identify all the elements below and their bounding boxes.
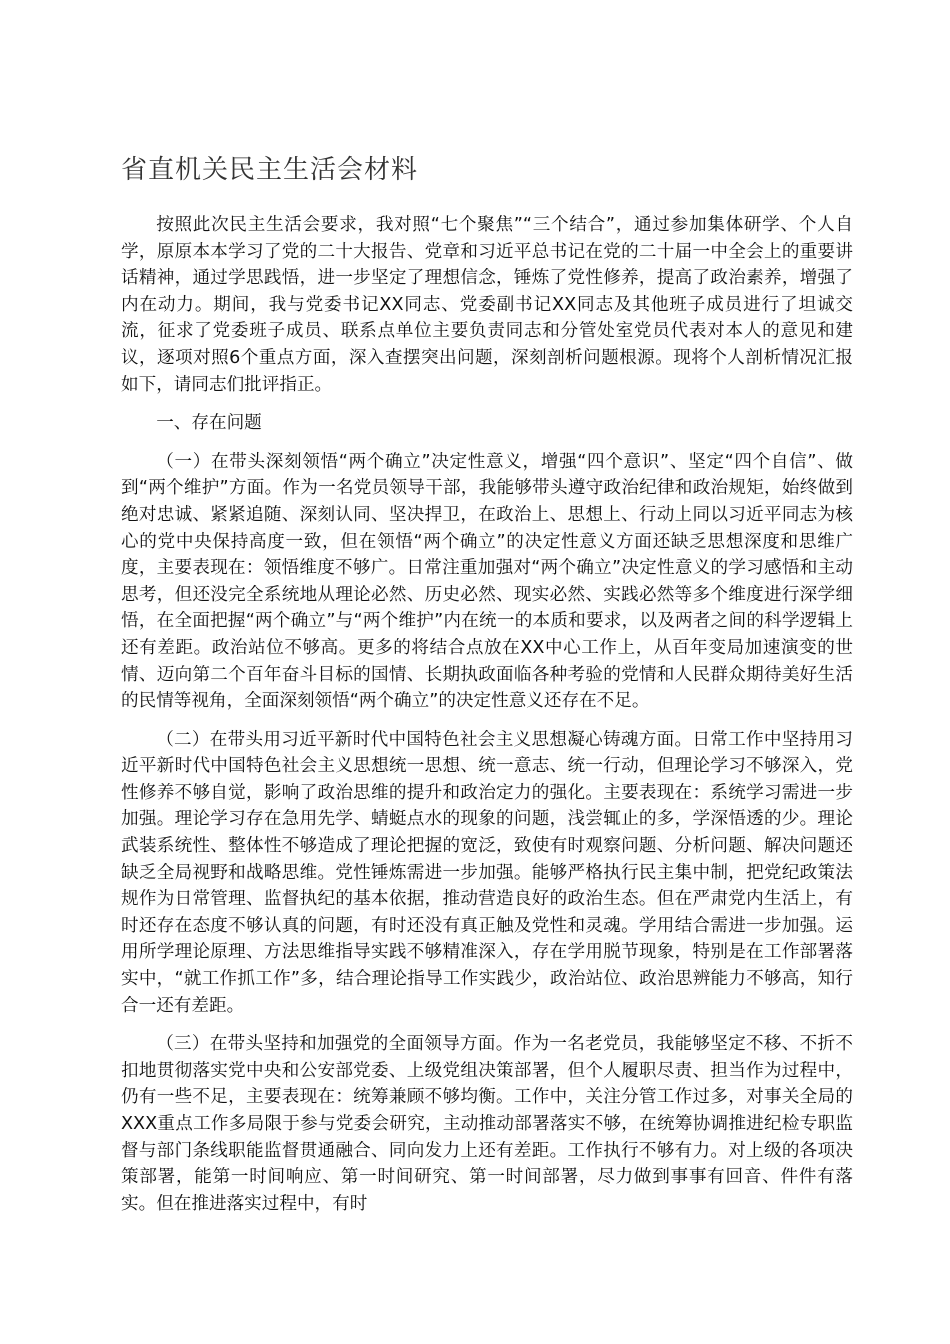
problem-paragraph-3: （三）在带头坚持和加强党的全面领导方面。作为一名老党员，我能够坚定不移、不折不扣地贯彻落实党中央和公安部党委、上级党组决策部署，但个人履职尽责、担当作为过程中，仍有一些不足，主要表现在：统筹兼顾不够均衡。工作中，关注分管工作过多，对事关全局的XXX重点工作多局限于参与党委会研究，主动推动部署落实不够，在统筹协调推进纪检专职监督与部门条线职能监督贯通融合、同向发力上还有差距。工作执行不够有力。对上级的各项决策部署，能第一时间响应、第一时间研究、第一时间部署，尽力做到事事有回音、件件有落实。但在推进落实过程中，有时 <box>121 1034 853 1214</box>
paragraph-gap <box>121 715 853 727</box>
document-title: 省直机关民主生活会材料 <box>121 155 419 185</box>
paragraph-gap <box>121 1019 853 1031</box>
problem-paragraph-1: （一）在带头深刻领悟“两个确立”决定性意义，增强“四个意识”、坚定“四个自信”、做到“两个维护”方面。作为一名党员领导干部，我能够带头遵守政治纪律和政治规矩，始终做到绝对忠诚、紧紧追随、深刻认同、坚决捍卫，在政治上、思想上、行动上同以习近平同志为核心的党中央保持高度一致，但在领悟“两个确立”的决定性意义方面还缺乏思想深度和思维广度，主要表现在：领悟维度不够广。日常注重加强对“两个确立”决定性意义的学习感悟和主动思考，但还没完全系统地从理论必然、历史必然、现实必然、实践必然等多个维度进行深学细悟，在全面把握“两个确立”与“两个维护”内在统一的本质和要求，以及两者之间的科学逻辑上还有差距。政治站位不够高。更多的将结合点放在XX中心工作上，从百年变局加速演变的世情、迈向第二个百年奋斗目标的国情、长期执政面临各种考验的党情和人民群众期待美好生活的民情等视角，全面深刻领悟“两个确立”的决定性意义还存在不足。 <box>121 451 853 712</box>
document-page <box>121 150 853 1217</box>
section-heading-problems: 一、存在问题 <box>156 413 262 434</box>
problem-paragraph-2: （二）在带头用习近平新时代中国特色社会主义思想凝心铸魂方面。日常工作中坚持用习近平新时代中国特色社会主义思想统一思想、统一意志、统一行动，但理论学习不够深入，党性修养不够自觉，影响了政治思维的提升和政治定力的强化。主要表现在：系统学习需进一步加强。理论学习存在急用先学、蜻蜓点水的现象的问题，浅尝辄止的多，学深悟透的少。理论武装系统性、整体性不够造成了理论把握的宽泛，致使有时观察问题、分析问题、解决问题还缺乏全局视野和战略思维。党性锤炼需进一步加强。能够严格执行民主集中制，把党纪政策法规作为日常管理、监督执纪的基本依据，推动营造良好的政治生态。但在严肃党内生活上，有时还存在态度不够认真的问题，有时还没有真正触及党性和灵魂。学用结合需进一步加强。运用所学理论原理、方法思维指导实践不够精准深入，存在学用脱节现象，特别是在工作部署落实中，“就工作抓工作”多，结合理论指导工作实践少，政治站位、政治思辨能力不够高，知行合一还有差距。 <box>121 729 853 1016</box>
intro-paragraph: 按照此次民主生活会要求，我对照“七个聚焦”“三个结合”，通过参加集体研学、个人自学，原原本本学习了党的二十大报告、党章和习近平总书记在党的二十届一中全会上的重要讲话精神，通过学思践悟，进一步坚定了理想信念，锤炼了党性修养，提高了政治素养，增强了内在动力。期间，我与党委书记XX同志、党委副书记XX同志及其他班子成员进行了坦诚交流，征求了党委班子成员、联系点单位主要负责同志和分管处室党员代表对本人的意见和建议，逐项对照6个重点方面，深入查摆突出问题，深刻剖析问题根源。现将个人剖析情况汇报如下，请同志们批评指正。 <box>121 215 853 395</box>
